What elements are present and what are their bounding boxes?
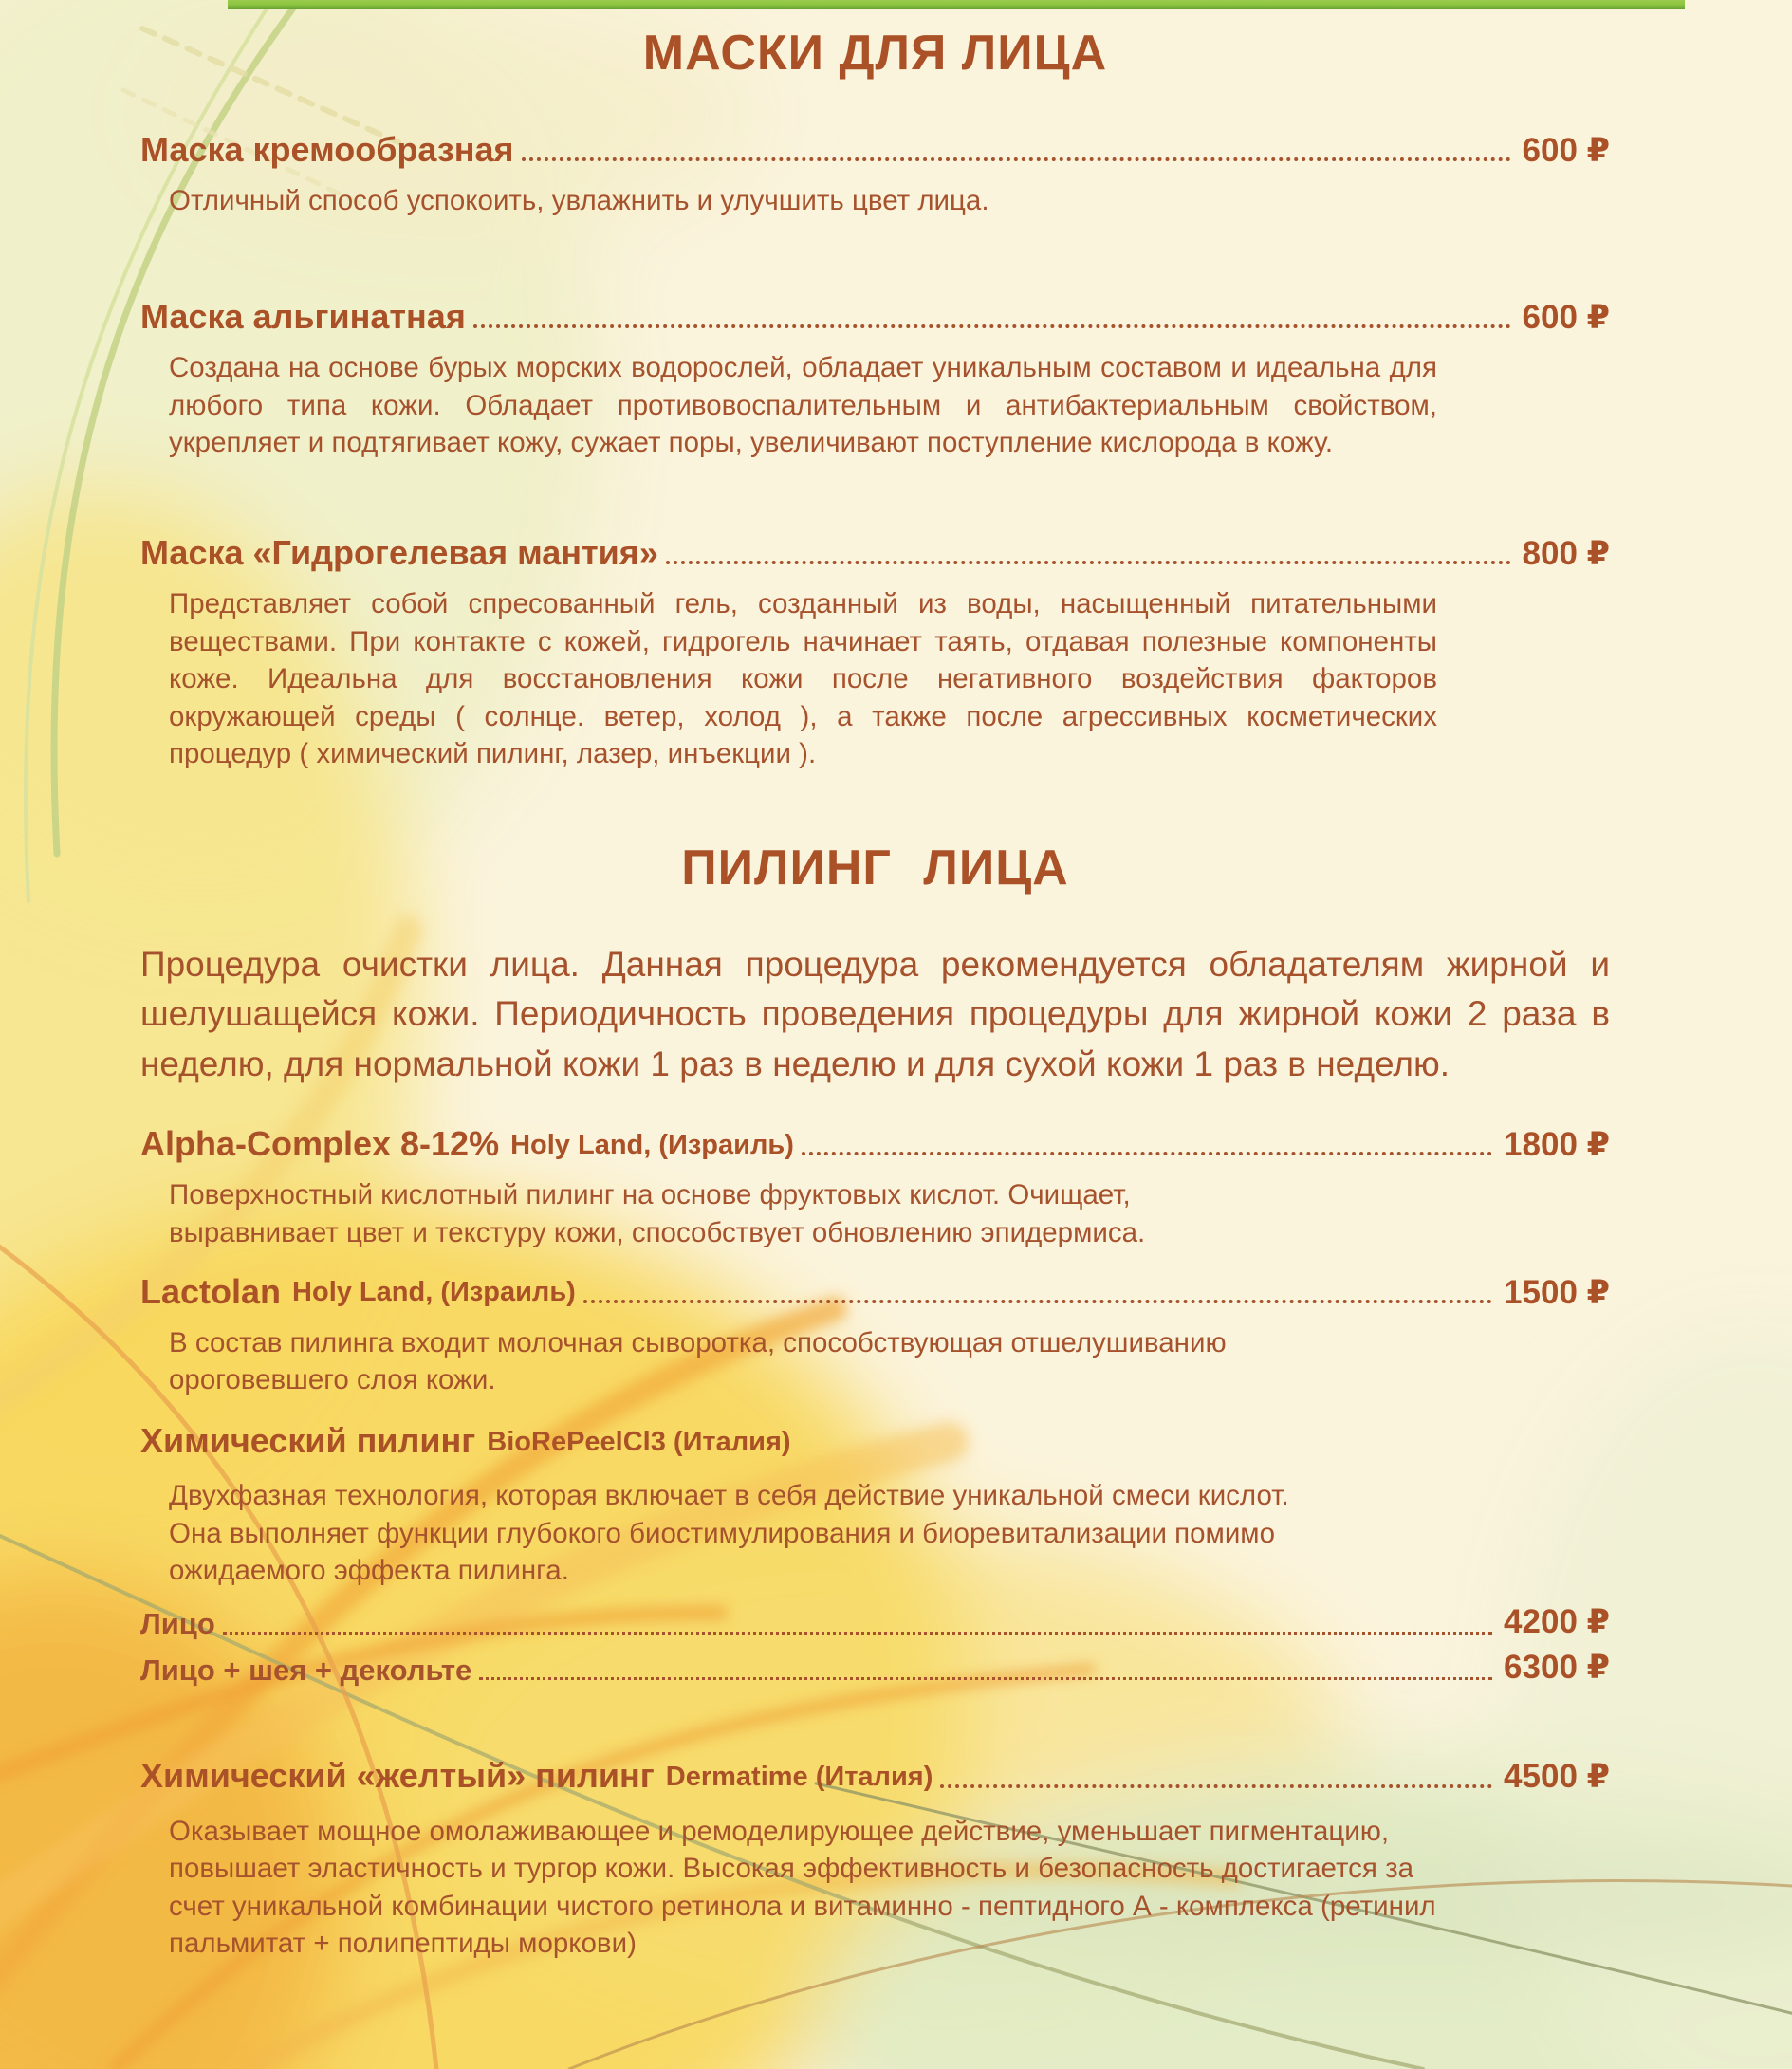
dotted-leader <box>473 324 1511 328</box>
menu-item-row <box>140 534 1610 572</box>
menu-item-row <box>140 1757 1610 1795</box>
item-name: Маска альгинатная <box>140 296 466 336</box>
item-brand: Holy Land, (Израиль) <box>510 1130 794 1161</box>
item-description: Представляет собой спресованный гель, созданный из воды, насыщенный питательными веществами. При контакте с кожей, гидрогель начинает таять, отдавая полезные компоненты коже. Идеальна для восстановления кожи после негативного воздействия факторов окружающей среды ( солнце. ветер, холод ), а также после агрессивных косметических процедур ( химический пилинг, лазер, инъекции ). <box>169 588 1437 770</box>
menu-item-row <box>140 1422 1610 1460</box>
variant-label: Лицо + шея + декольте <box>140 1653 472 1687</box>
item-name: Alpha-Complex 8-12% <box>140 1124 500 1164</box>
item-name: Маска кремообразная <box>140 130 514 169</box>
item-brand: Dermatime (Италия) <box>665 1762 933 1793</box>
item-price: 1500 ₽ <box>1504 1273 1610 1311</box>
menu-item-row <box>140 131 1610 169</box>
variant-price: 6300 ₽ <box>1504 1648 1610 1686</box>
item-price: 800 ₽ <box>1522 534 1610 572</box>
item-price: 600 ₽ <box>1522 298 1610 336</box>
item-name: Маска «Гидрогелевая мантия» <box>140 532 658 572</box>
dotted-leader <box>522 157 1511 161</box>
item-name: Химический пилинг <box>140 1420 476 1460</box>
dotted-leader <box>223 1632 1492 1635</box>
section-title-masks: МАСКИ ДЛЯ ЛИЦА <box>642 26 1108 81</box>
menu-item-row <box>140 298 1610 336</box>
section-title-peeling: ПИЛИНГ ЛИЦА <box>681 840 1069 896</box>
item-name: Химический «желтый» пилинг <box>140 1756 655 1796</box>
dotted-leader <box>583 1300 1492 1303</box>
item-description: В состав пилинга входит молочная сыворотка, способствующая отшелушиванию ороговевшего слоя кожи. <box>169 1326 1227 1396</box>
item-description: Поверхностный кислотный пилинг на основе фруктовых кислот. Очищает, выравнивает цвет и текстуру кожи, способствует обновлению эпидермиса. <box>169 1179 1146 1248</box>
menu-item-row <box>140 1273 1610 1311</box>
dotted-leader <box>479 1677 1492 1680</box>
variant-price: 4200 ₽ <box>1504 1602 1610 1640</box>
item-description: Оказывает мощное омолаживающее и ремоделирующее действие, уменьшает пигментацию, повышает эластичность и тургор кожи. Высокая эффективность и безопасность достигается за счет уникальной комбинации чистого ретинола и витаминно - пептидного А - комплекса (ретинил пальмитат + полипептиды моркови) <box>169 1815 1436 1960</box>
item-description: Двухфазная технология, которая включает в себя действие уникальной смеси кислот. Она выполняет функции глубокого биостимулирования и биоревитализации помимо ожидаемого эффекта пилинга. <box>169 1480 1289 1587</box>
section-intro: Процедура очистки лица. Данная процедура рекомендуется обладателям жирной и шелушащейся кожи. Периодичность проведения процедуры для жирной кожи 2 раза в неделю, для нормальной кожи 1 раз в неделю и для сухой кожи 1 раз в неделю. <box>140 944 1610 1083</box>
item-price: 600 ₽ <box>1522 132 1610 170</box>
item-brand: BioRePeelCl3 (Италия) <box>487 1426 791 1457</box>
dotted-leader <box>940 1784 1492 1788</box>
item-price: 4500 ₽ <box>1504 1758 1610 1796</box>
item-description: Отличный способ успокоить, увлажнить и улучшить цвет лица. <box>169 185 989 217</box>
menu-item-row <box>140 1125 1610 1163</box>
item-price: 1800 ₽ <box>1504 1126 1610 1164</box>
variant-row <box>140 1649 1610 1687</box>
item-name: Lactolan <box>140 1271 282 1311</box>
dotted-leader <box>666 561 1511 564</box>
item-brand: Holy Land, (Израиль) <box>292 1277 576 1308</box>
dotted-leader <box>802 1152 1492 1155</box>
variant-row <box>140 1603 1610 1641</box>
variant-label: Лицо <box>140 1607 215 1641</box>
item-description: Создана на основе бурых морских водорослей, обладает уникальным составом и идеальна для любого типа кожи. Обладает противовоспалительным и антибактериальным свойством, укрепляет и подтягивает кожу, сужает поры, увеличивают поступление кислорода в кожу. <box>169 352 1437 459</box>
